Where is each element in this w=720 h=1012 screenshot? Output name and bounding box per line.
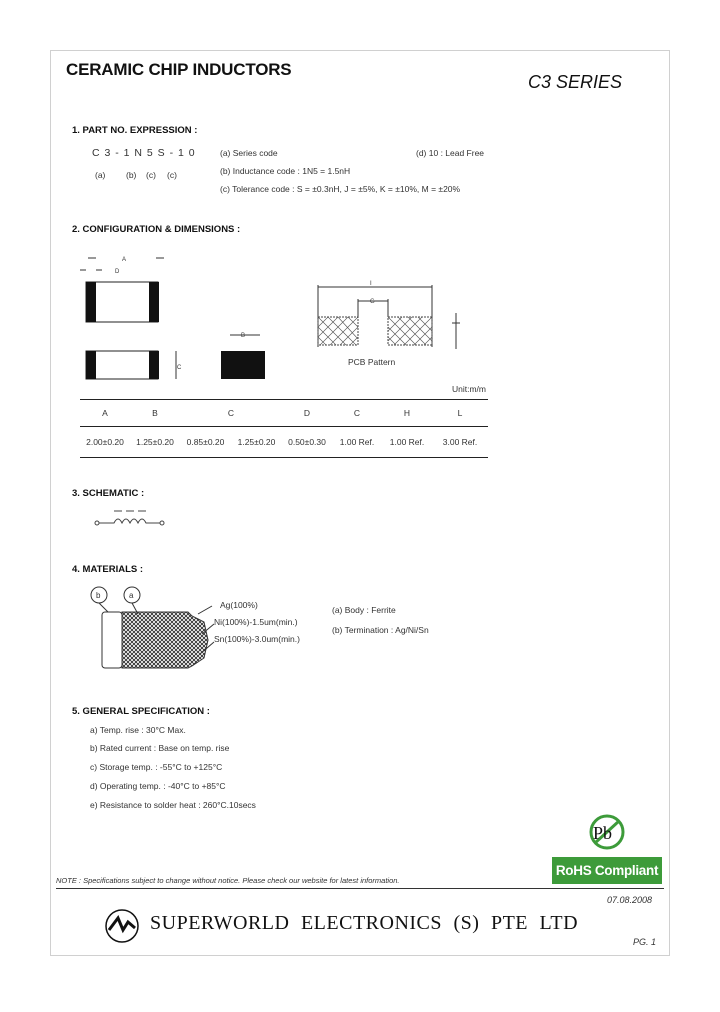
table-header: C [332,400,382,427]
section-3-heading: 3. SCHEMATIC : [72,488,145,499]
pcb-pad-left [318,317,358,345]
table-header: A [80,400,130,427]
dimension-diagram [60,245,500,385]
unit-label: Unit:m/m [452,384,486,394]
dim-label-c: C [177,365,182,371]
chip-top-view [86,282,158,322]
company-name: SUPERWORLD ELECTRONICS (S) PTE LTD [150,912,579,934]
dimension-table [80,399,488,458]
pcb-pad-right [388,317,432,345]
spec-item: b) Rated current : Base on temp. rise [90,743,230,753]
rohs-badge: RoHS Compliant [552,857,662,884]
table-row [80,427,488,458]
layer-leader-1 [198,606,212,614]
terminal-right [160,521,164,525]
code-b: (b) Inductance code : 1N5 = 1.5nH [220,166,351,176]
table-cell: 1.25±0.20 [130,427,180,458]
dim-label-a: A [122,257,127,263]
table-header: H [382,400,432,427]
spec-item: e) Resistance to solder heat : 260°C.10secs [90,800,256,810]
table-header: D [282,400,332,427]
dim-label-i: I [370,281,372,287]
part-label-b: (b) [126,170,137,180]
footer-divider [56,888,664,889]
dim-label-d: D [115,269,120,275]
callout-a: a [129,591,134,600]
coil-winding [99,519,160,523]
section-5-heading: 5. GENERAL SPECIFICATION : [72,706,210,717]
series-label: C3 SERIES [528,72,623,92]
material-termination: (b) Termination : Ag/Ni/Sn [332,625,429,635]
part-number: C 3 - 1 N 5 S - 1 0 [92,147,196,159]
layer-ni: Ni(100%)-1.5um(min.) [214,617,298,627]
dim-label-b: B [241,333,246,339]
table-cell: 1.00 Ref. [332,427,382,458]
part-label-c1: (c) [146,170,156,180]
spec-item: c) Storage temp. : -55°C to +125°C [90,762,223,772]
document-date: 07.08.2008 [607,895,653,905]
table-cell: 3.00 Ref. [432,427,488,458]
part-label-c2: (c) [167,170,177,180]
material-body: (a) Body : Ferrite [332,605,396,615]
pb-free-icon [585,812,629,852]
table-cell: 0.50±0.30 [282,427,332,458]
document-title: CERAMIC CHIP INDUCTORS [66,60,292,79]
code-a: (a) Series code [220,148,278,158]
materials-diagram [88,582,238,672]
termination-body [102,612,122,668]
code-d: (d) 10 : Lead Free [416,148,485,158]
inductor-schematic [92,508,168,530]
spec-item: a) Temp. rise : 30°C Max. [90,725,186,735]
chip-side-terminal-left [86,351,96,379]
table-header-row [80,400,488,427]
company-logo-icon [104,908,140,944]
terminal-left [95,521,99,525]
table-header: C [180,400,282,427]
page-number: PG. 1 [633,937,657,947]
table-cell: 1.25±0.20 [231,427,282,458]
layer-sn: Sn(100%)-3.0um(min.) [214,634,300,644]
chip-side-view [86,351,158,379]
table-cell: 0.85±0.20 [180,427,231,458]
section-2-heading: 2. CONFIGURATION & DIMENSIONS : [72,224,241,235]
pb-label: Pb [593,823,613,843]
code-c: (c) Tolerance code : S = ±0.3nH, J = ±5%, K = ±10%, M = ±20% [220,184,461,194]
ferrite-body [122,612,208,668]
chip-end-view [221,351,265,379]
table-cell: 1.00 Ref. [382,427,432,458]
dim-label-g: G [370,299,375,305]
section-4-heading: 4. MATERIALS : [72,564,144,575]
layer-ag: Ag(100%) [220,600,258,610]
part-label-a: (a) [95,170,106,180]
table-header: L [432,400,488,427]
pcb-pattern-label: PCB Pattern [348,357,396,367]
chip-terminal-left [86,282,96,322]
table-header: B [130,400,180,427]
callout-b: b [96,591,101,600]
spec-item: d) Operating temp. : -40°C to +85°C [90,781,226,791]
chip-terminal-right [149,282,159,322]
table-cell: 2.00±0.20 [80,427,130,458]
chip-side-terminal-right [149,351,159,379]
section-1-heading: 1. PART NO. EXPRESSION : [72,125,198,136]
footer-note: NOTE : Specifications subject to change without notice. Please check our website for latest information. [56,876,400,885]
